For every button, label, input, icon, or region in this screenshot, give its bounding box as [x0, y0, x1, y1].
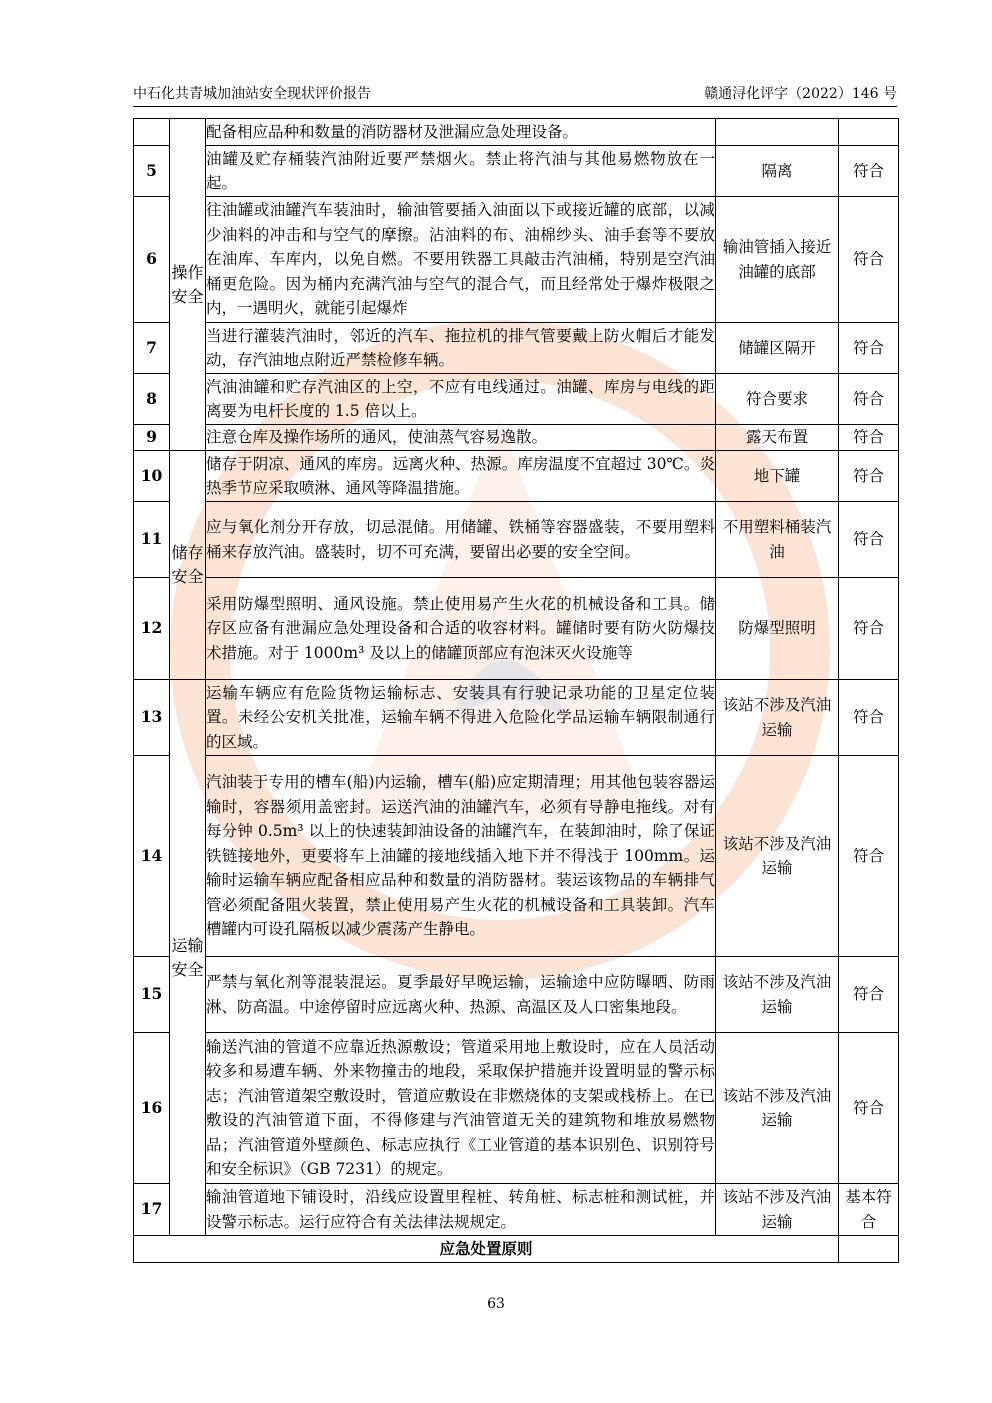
measure-text: 地下罐 — [716, 451, 839, 502]
row-number: 15 — [134, 957, 170, 1033]
requirement-text: 应与氧化剂分开存放，切忌混储。用储罐、铁桶等容器盛装，不要用塑料桶来存放汽油。盛装时，切不可充满，要留出必要的安全空间。 — [206, 502, 716, 578]
table-row — [134, 374, 899, 425]
row-number: 11 — [134, 502, 170, 578]
page-number: 63 — [487, 1296, 505, 1312]
requirement-text: 运输车辆应有危险货物运输标志、安装具有行驶记录功能的卫星定位装置。未经公安机关批准，运输车辆不得进入危险化学品运输车辆限制通行的区域。 — [206, 680, 716, 756]
requirement-text: 油罐及贮存桶装汽油附近要严禁烟火。禁止将汽油与其他易燃物放在一起。 — [206, 146, 716, 197]
row-number: 7 — [134, 323, 170, 374]
table-row — [134, 578, 899, 680]
requirement-text: 配备相应品种和数量的消防器材及泄漏应急处理设备。 — [206, 119, 716, 146]
table-row — [134, 146, 899, 197]
result-text: 符合 — [839, 680, 899, 756]
result-text: 基本符合 — [839, 1184, 899, 1236]
row-number: 8 — [134, 374, 170, 425]
page-header — [133, 84, 897, 107]
requirement-text: 输送汽油的管道不应靠近热源敷设；管道采用地上敷设时，应在人员活动较多和易遭车辆、外来物撞击的地段，采取保护措施并设置明显的警示标志；汽油管道架空敷设时，管道应敷设在非燃烧体的支架或栈桥上。在已敷设的汽油管道下面，不得修建与汽油管道无关的建筑物和堆放易燃物品；汽油管道外壁颜色、标志应执行《工业管道的基本识别色、识别符号和安全标识》（GB 7231）的规定。 — [206, 1033, 716, 1184]
requirement-text: 汽油油罐和贮存汽油区的上空，不应有电线通过。油罐、库房与电线的距离要为电杆长度的 1.5 倍以上。 — [206, 374, 716, 425]
row-number: 6 — [134, 197, 170, 323]
result-text — [839, 119, 899, 146]
table-row — [134, 425, 899, 451]
category-cell-operation: 操作安全 — [170, 119, 206, 451]
measure-text: 储罐区隔开 — [716, 323, 839, 374]
result-text: 符合 — [839, 323, 899, 374]
measure-text: 不用塑料桶装汽油 — [716, 502, 839, 578]
result-text: 符合 — [839, 502, 899, 578]
safety-measures-table — [133, 118, 899, 1263]
requirement-text: 当进行灌装汽油时，邻近的汽车、拖拉机的排气管要戴上防火帽后才能发动，存汽油地点附近严禁检修车辆。 — [206, 323, 716, 374]
table-footer-row — [134, 1236, 899, 1263]
category-cell-transport: 运输安全 — [170, 680, 206, 1236]
measure-text: 露天布置 — [716, 425, 839, 451]
row-number: 12 — [134, 578, 170, 680]
measure-text: 该站不涉及汽油运输 — [716, 680, 839, 756]
row-number: 16 — [134, 1033, 170, 1184]
measure-text: 隔离 — [716, 146, 839, 197]
table-row — [134, 323, 899, 374]
result-text: 符合 — [839, 1033, 899, 1184]
measure-text: 该站不涉及汽油运输 — [716, 1184, 839, 1236]
result-text: 符合 — [839, 957, 899, 1033]
result-text: 符合 — [839, 451, 899, 502]
report-title: 中石化共青城加油站安全现状评价报告 — [133, 86, 371, 102]
result-text: 符合 — [839, 756, 899, 957]
result-text: 符合 — [839, 374, 899, 425]
table-row — [134, 119, 899, 146]
measure-text: 输油管插入接近油罐的底部 — [716, 197, 839, 323]
result-text: 符合 — [839, 425, 899, 451]
section-heading: 应急处置原则 — [134, 1236, 839, 1263]
report-number: 赣通浔化评字（2022）146 号 — [704, 86, 897, 102]
result-text: 符合 — [839, 146, 899, 197]
requirement-text: 严禁与氧化剂等混装混运。夏季最好早晚运输，运输途中应防曝晒、防雨淋、防高温。中途停留时应远离火种、热源、高温区及人口密集地段。 — [206, 957, 716, 1033]
table-row — [134, 756, 899, 957]
result-text: 符合 — [839, 578, 899, 680]
measure-text: 符合要求 — [716, 374, 839, 425]
measure-text: 防爆型照明 — [716, 578, 839, 680]
table-row — [134, 451, 899, 502]
row-number: 10 — [134, 451, 170, 502]
result-text: 符合 — [839, 197, 899, 323]
row-number — [134, 119, 170, 146]
row-number: 13 — [134, 680, 170, 756]
requirement-text: 往油罐或油罐汽车装油时，输油管要插入油面以下或接近罐的底部，以减少油料的冲击和与空气的摩擦。沾油料的布、油棉纱头、油手套等不要放在油库、车库内，以免自燃。不要用铁器工具敲击汽油桶，特别是空汽油桶更危险。因为桶内充满汽油与空气的混合气，而且经常处于爆炸极限之内，一遇明火，就能引起爆炸 — [206, 197, 716, 323]
requirement-text: 储存于阴凉、通风的库房。远离火种、热源。库房温度不宜超过 30℃。炎热季节应采取喷淋、通风等降温措施。 — [206, 451, 716, 502]
table-row — [134, 957, 899, 1033]
row-number: 14 — [134, 756, 170, 957]
measure-text — [716, 119, 839, 146]
table-row — [134, 502, 899, 578]
measure-text: 该站不涉及汽油运输 — [716, 957, 839, 1033]
table-row — [134, 1184, 899, 1236]
empty-cell — [839, 1236, 899, 1263]
requirement-text: 输油管道地下铺设时，沿线应设置里程桩、转角桩、标志桩和测试桩，并设警示标志。运行应符合有关法律法规规定。 — [206, 1184, 716, 1236]
category-cell-storage: 储存安全 — [170, 451, 206, 680]
table-row — [134, 197, 899, 323]
requirement-text: 汽油装于专用的槽车(船)内运输，槽车(船)应定期清理；用其他包装容器运输时，容器须用盖密封。运送汽油的油罐汽车，必须有导静电拖线。对有每分钟 0.5m³ 以上的快速装卸油设备的油罐汽车，在装卸油时，除了保证铁链接地外，更要将车上油罐的接地线插入地下并不得浅于 100mm。运输时运输车辆应配备相应品种和数量的消防器材。装运该物品的车辆排气管必须配备阻火装置，禁止使用易产生火花的机械设备和工具装卸。汽车槽罐内可设孔隔板以减少震荡产生静电。 — [206, 756, 716, 957]
measure-text: 该站不涉及汽油运输 — [716, 1033, 839, 1184]
row-number: 5 — [134, 146, 170, 197]
table-row — [134, 680, 899, 756]
requirement-text: 采用防爆型照明、通风设施。禁止使用易产生火花的机械设备和工具。储存区应备有泄漏应急处理设备和合适的收容材料。罐储时要有防火防爆技术措施。对于 1000m³ 及以上的储罐顶部应有泡沫灭火设施等 — [206, 578, 716, 680]
measure-text: 该站不涉及汽油运输 — [716, 756, 839, 957]
row-number: 17 — [134, 1184, 170, 1236]
table-row — [134, 1033, 899, 1184]
requirement-text: 注意仓库及操作场所的通风，使油蒸气容易逸散。 — [206, 425, 716, 451]
row-number: 9 — [134, 425, 170, 451]
